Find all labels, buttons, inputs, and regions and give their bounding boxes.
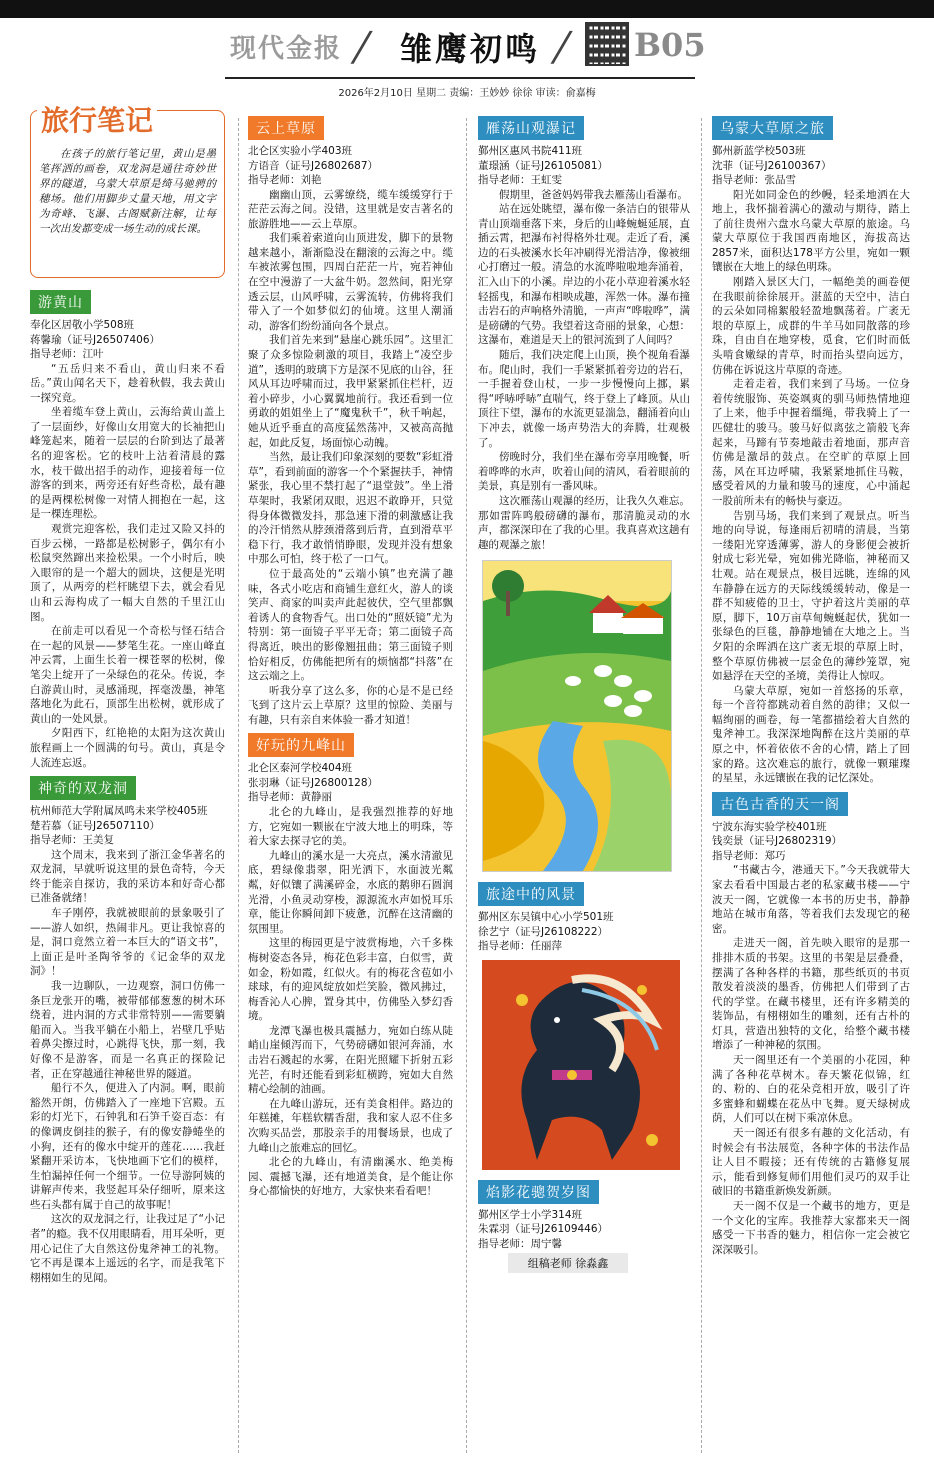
divider-slash: / — [348, 24, 375, 70]
article-author: 朱霖羽（证号J26109446） — [478, 1223, 609, 1236]
paragraph: 随后，我们决定爬上山顶，换个视角看瀑布。爬山时，我们一手紧紧抓着旁边的岩石，一手握着登山杖，一步一步慢慢向上挪，累得“呼哧呼哧”直喘气，终于登上了峰顶。从山顶往下望，瀑布的水流更显湍急，翻涌着向山下冲去，就像一场声势浩大的奔腾，壮观极了。 — [478, 349, 690, 449]
article-author: 沈菲（证号J26100367） — [712, 159, 832, 172]
article-shuanglong — [30, 770, 225, 1285]
article-teacher: 指导老师：王虹雯 — [478, 174, 562, 186]
paragraph: 船行不久，便进入了内洞。啊，眼前豁然开朗，仿佛踏入了一座地下宫殿。五彩的灯光下，石钟乳和石笋千姿百态：有的像调皮倒挂的猴子，有的像安静蜷坐的小狗，还有的像水中绽开的莲花……我赶紧翻开采访本，飞快地画下它们的模样，生怕漏掉任何一个细节。一位导游阿姨的讲解声传来，我竖起耳朵仔细听，原来这些石头都有属于自己的故事呢！ — [30, 1082, 225, 1211]
intro-box — [30, 104, 225, 278]
column-2 — [248, 110, 453, 1199]
article-school: 鄞州区东吴镇中心小学501班 — [478, 911, 614, 924]
editor-credit: 组稿老师 徐淼鑫 — [508, 1253, 628, 1273]
page-number: B05 — [634, 26, 706, 64]
article-teacher: 指导老师：刘艳 — [248, 174, 322, 186]
column-divider — [238, 118, 239, 1453]
article-title: 神奇的双龙洞 — [30, 776, 136, 800]
article-teacher: 指导老师：黄静丽 — [248, 791, 332, 804]
paragraph: 九峰山的溪水是一大亮点，溪水清澈见底，碧绿像翡翠，阳光洒下，水面波光粼粼，好似镶了满溪碎金，水底的鹅卵石圆润光滑，小鱼灵动穿梭，源源流水声如悦耳乐章，能让你瞬间卸下疲惫，沉醉在这清幽的氛围里。 — [248, 849, 453, 935]
column-4 — [712, 110, 910, 1257]
paragraph: 我们乘着索道向山顶进发，脚下的景物越来越小，渐渐隐没在翻滚的云海之中。缆车被浓雾包围，四周白茫茫一片，宛若神仙在空中漫游了一大盆牛奶。忽然间，阳光穿透云层，山风呼啸，云雾流转，仿佛将我们带入了一个如梦似幻的仙境。这里人潮涌动，游客们纷纷涌向各个景点。 — [248, 232, 453, 332]
intro-title: 旅行笔记 — [37, 99, 157, 139]
paragraph: 走着走着，我们来到了马场。一位身着传统服饰、英姿飒爽的驯马师热情地迎了上来，他手中握着缰绳，带我骑上了一匹健壮的骏马。骏马好似离弦之箭般飞奔起来，马蹄有节奏地敲击着地面，那声音仿佛是激昂的鼓点。在空旷的草原上回荡，风在耳边呼啸，我紧紧地抓住马鞍，感受着风的力量和骏马的速度，心中涌起一股前所未有的畅快与豪迈。 — [712, 378, 910, 507]
article-author: 张羽琳（证号J26800128） — [248, 776, 379, 789]
article-wumeng — [712, 110, 910, 786]
article-teacher: 指导老师：周宁馨 — [478, 1237, 562, 1250]
article-title: 好玩的九峰山 — [248, 733, 354, 757]
paragraph: 刚踏入景区大门，一幅绝美的画卷便在我眼前徐徐展开。湛蓝的天空中，洁白的云朵如同棉絮般轻盈地飘荡着。广袤无垠的草原上，成群的牛羊马如同散落的珍珠，自由自在地穿梭，觅食，它们时而低头啃食嫩绿的青草，时而抬头望向远方，仿佛在诉说这片草原的奇迹。 — [712, 276, 910, 376]
article-title: 游黄山 — [30, 290, 91, 314]
paragraph: 乌蒙大草原，宛如一首悠扬的乐章，每一个音符都跳动着自然的韵律；又似一幅绚丽的画卷，每一笔都描绘着大自然的鬼斧神工。我深深地陶醉在这片美丽的草原之中，怀着依依不舍的心情，踏上了回家的路。这次难忘的旅行，就像一颗璀璨的星星，永远镶嵌在我的记忆深处。 — [712, 684, 910, 785]
paragraph: 龙潭飞瀑也极具震撼力，宛如白练从陡峭山崖倾泻而下，气势磅礴如银河奔涌，水击岩石溅起的水雾，在阳光照耀下折射五彩光芒，有时还能看到彩虹横跨，宛如大自然精心绘制的油画。 — [248, 1024, 453, 1096]
article-school: 鄞州区惠风书院411班 — [478, 145, 583, 157]
paragraph: 走进天一阁，首先映入眼帘的是那一排排木质的书架。这里的书架是层叠叠，摆满了各种各样的书籍，那些纸页的书页散发着淡淡的墨香，仿佛把人们带到了古代的学堂。在藏书楼里，还有许多精美的装饰品，有栩栩如生的雕刻，还有古朴的灯具，营造出独特的文化，给整个藏书楼增添了一种神秘的氛围。 — [712, 937, 910, 1052]
section-name: 雏鹰初鸣 — [400, 30, 541, 68]
paragraph: 当然，最让我们印象深刻的要数“彩虹滑草”，看到前面的游客一个个紧握扶手，神情紧张，我心里不禁打起了“退堂鼓”。坐上滑草架时，我紧闭双眼，迟迟不敢睁开，只觉得身体微微发抖，那急速下滑的刺激感让我的冷汗悄然从脖颈滑落到后背，直到滑草平稳下行，我才敢悄悄睁眼，发现并没有想象中那么可怕，终于松了一口气。 — [248, 451, 453, 566]
sheep-painting-image — [482, 560, 672, 872]
article-school: 鄞州新蓝学校503班 — [712, 145, 806, 157]
paragraph: 位于最高处的“云端小镇”也充满了趣味，各式小吃店和商铺生意红火，游人的谈笑声、商家的叫卖声此起彼伏，空气里都飘着诱人的食物香气。出口处的“照妖镜”尤为特别：第一面镜子平平无奇；第二面镜子高得离近，映出的影像翘扭曲；第三面镜子则恰好相反，仿佛能把所有的烦恼都“抖落”在这云端之上。 — [248, 567, 453, 683]
article-teacher: 指导老师：江叶 — [30, 348, 104, 360]
article-school: 宁波东海实验学校401班 — [712, 820, 827, 833]
paragraph: 坐着缆车登上黄山，云海给黄山盖上了一层面纱，好像山女用宽大的长袖把山峰笼起来，随着一层层的台阶到达了最著名的迎客松。它的枝叶上沾着清晨的露水，枝干做出招手的动作，迎接着每一位游客的到来，两旁还有好些奇松，最有趣的是两棵松树像一对情人拥抱在一起，这是一棵连理松。 — [30, 406, 225, 521]
article-author: 徐艺宁（证号J26108222） — [478, 925, 609, 938]
article-author: 方语音（证号J26802687） — [248, 159, 379, 172]
paragraph: 假期里，爸爸妈妈带我去雁荡山看瀑布。 — [499, 188, 688, 201]
article-author: 蒋馨瑜（证号J26507406） — [30, 333, 161, 346]
paragraph: 我们首先来到“悬崖心跳乐园”。这里汇聚了众多惊险刺激的项目，我踏上“凌空步道”，透明的玻璃下方是深不见底的山谷，狂风从耳边呼啸而过，我甲紧紧抓住栏杆，迈着小碎步，小心翼翼地前行。我还看到一位勇敢的姐姐坐上了“魔鬼秋千”，秋千响起，她从近乎垂直的高度猛然荡冲，又被高高抛起，如此反复，场面惊心动魄。 — [248, 334, 453, 449]
article-title: 古色古香的天一阁 — [712, 792, 848, 816]
article-tianyige — [712, 786, 910, 1258]
paragraph: 在前走可以看见一个奇松与怪石结合在一起的风景——梦笔生花。一座山峰直冲云霄，上面生长着一棵苍翠的松树，像笔尖上绽开了一朵绿色的花朵。传说，李白游黄山时，灵感涌现，挥毫泼墨，神笔落地化为此石，顶部生出松树，就形成了黄山的一处风景。 — [30, 625, 225, 725]
dateline: 2026年2月10日 星期二 责编：王妙妙 徐徐 审读：俞嘉梅 — [338, 88, 596, 99]
article-yunshang — [248, 110, 453, 727]
article-title: 焰影花骢贺岁图 — [478, 1180, 599, 1204]
paragraph: 车子刚停，我就被眼前的景象吸引了——游人如织，热闹非凡。更让我惊喜的是，洞口竟然立着一本巨大的“语文书”，上面正是叶圣陶爷爷的《记金华的双龙洞》！ — [30, 907, 225, 978]
article-title: 乌蒙大草原之旅 — [712, 116, 833, 140]
paper-name: 现代金报 — [230, 34, 343, 64]
article-title: 云上草原 — [248, 116, 324, 140]
article-school: 奉化区居敬小学508班 — [30, 319, 135, 331]
paragraph: 北仑的九峰山，有清幽溪水、绝美梅园、震撼飞瀑，还有地道美食，是个能让你身心都愉快的好地方，大家快来看看吧！ — [248, 1156, 453, 1198]
paragraph: 在九峰山游玩，还有美食相伴。路边的年糕摊，年糕软糯香甜，我和家人忍不住多次购买品尝，那股亲手的用餐场景，也成了九峰山之旅难忘的回忆。 — [248, 1097, 453, 1154]
column-divider — [466, 118, 467, 1453]
article-teacher: 指导老师：王美复 — [30, 834, 114, 847]
paragraph: 天一阁还有很多有趣的文化活动，有时候会有书法展览，各种字体的书法作品让人目不暇接；还有传统的古籍修复展示，能看到修复师们用他们灵巧的双手让破旧的书籍重新焕发新颜。 — [712, 1127, 910, 1198]
article-author: 董璟涵（证号J26105081） — [478, 159, 609, 172]
article-title: 雁荡山观瀑记 — [478, 116, 584, 140]
artwork-fengjing — [478, 876, 690, 954]
article-school: 北仑区泰河学校404班 — [248, 762, 353, 775]
intro-text: 在孩子的旅行笔记里，黄山是墨笔挥洒的画卷，双龙洞是通往奇妙世界的隧道，乌蒙大草原是绮马驰骋的穗场。他们用脚步丈量天地，用文字为奇峰、飞瀑、古阁赋新注解，让每一次出发都变成一场生动的成长课。 — [39, 148, 216, 235]
paragraph: 天一阁不仅是一个藏书的地方，更是一个文化的宝库。我推荐大家都来天一阁感受一下书香的魅力，相信你一定会被它深深吸引。 — [712, 1200, 910, 1256]
masthead — [0, 0, 934, 100]
masthead-topbar — [0, 0, 934, 18]
paragraph: 夕阳西下，红艳艳的太阳为这次黄山旅程画上一个圆满的句号。黄山，真是令人流连忘返。 — [30, 727, 225, 769]
paragraph: 听我分享了这么多，你的心是不是已经飞到了这片云上草原？这里的惊险、美丽与有趣，只有亲自来体验一番才知道！ — [248, 684, 453, 726]
paragraph: 天一阁里还有一个美丽的小花园，种满了各种花草树木。春天繁花似锦，红的、粉的、白的花朵竞相开放，吸引了许多蜜蜂和蝴蝶在花丛中飞舞。夏天绿树成荫，人们可以在树下乘凉休息。 — [712, 1054, 910, 1125]
column-divider — [701, 118, 702, 1453]
paragraph: 北仑的九峰山，是我强烈推荐的好地方，它宛如一颗嵌在宁波大地上的明珠，等着大家去探寻它的美。 — [248, 805, 453, 848]
article-school: 杭州师范大学附属凤鸣未来学校405班 — [30, 805, 208, 818]
article-huangshan — [30, 284, 225, 770]
article-school: 鄞州区学士小学314班 — [478, 1208, 583, 1221]
paragraph: “五岳归来不看山，黄山归来不看岳。”黄山闻名天下，趁着秋假，我去黄山一探究竟。 — [30, 362, 225, 404]
article-author: 钱奕景（证号J26802319） — [712, 835, 843, 848]
article-teacher: 指导老师：郑巧 — [712, 849, 786, 862]
article-yandang — [478, 110, 690, 552]
horse-painting-image — [482, 960, 680, 1170]
qr-code-icon[interactable] — [585, 22, 629, 66]
paragraph: 观赏完迎客松，我们走过又险又抖的百步云梯，一路都是松树影子，偶尔有小松鼠突然蹿出来捡松果。一个小时后，映入眼帘的是一个超大的圆块，这便是光明顶了，从两旁的栏杆眺望下去，就会看见山和云海构成了一幅大自然的千里江山图。 — [30, 523, 225, 623]
article-teacher: 指导老师：张品雪 — [712, 174, 796, 186]
paragraph: 这次雁荡山观瀑的经历，让我久久难忘。那如雷阵鸣般磅礴的瀑布，那清脆灵动的水声，都深深印在了我的心里。我真喜欢这趟有趣的观瀑之旅！ — [478, 494, 690, 551]
paragraph: 阳光如同金色的纱幔，轻柔地洒在大地上，我怀揣着满心的激动与期待，踏上了前往贵州六盘水乌蒙大草原的旅途。乌蒙大草原位于我国西南地区，海拔高达2857米，面积达178平方公里，宛如一颗镶嵌在大地上的绿色明珠。 — [712, 188, 910, 274]
paragraph: 这里的梅园更是宁波赏梅地，六千多株梅树姿态各异，梅花色彩丰富，白似雪，黄如金，粉如霞，红似火。有的梅花含苞如小球球，有的迎风绽放如烂笑脸，微风拂过，梅香沁人心脾，置身其中，仿佛坠入梦幻香境。 — [248, 937, 453, 1023]
divider-slash: / — [548, 24, 575, 70]
paragraph: 傍晚时分，我们坐在瀑布旁享用晚餐，听着哗哗的水声，吹着山间的清风，看着眼前的美景，真是别有一番风味。 — [478, 451, 690, 493]
article-school: 北仑区实验小学403班 — [248, 145, 353, 157]
column-3 — [478, 110, 690, 1273]
artwork-yanyu — [478, 1174, 690, 1252]
column-1 — [30, 104, 225, 1285]
paragraph: 这次的双龙洞之行，让我过足了“小记者”的瘾。我不仅用眼睛看，用耳朵听，更用心记住了大自然这份鬼斧神工的礼物。它不再是课本上遥远的名字，而是我笔下栩栩如生的见闻。 — [30, 1213, 225, 1284]
paragraph: 幽幽山顶，云雾缭绕，缆车缓缓穿行于茫茫云海之间。没错，这里就是安吉著名的旅游胜地——云上草原。 — [248, 188, 453, 230]
article-title: 旅途中的风景 — [478, 882, 584, 906]
article-jiufeng — [248, 727, 453, 1199]
article-teacher: 指导老师：任丽萍 — [478, 940, 562, 953]
paragraph: 这个周末，我来到了浙江金华著名的双龙洞，早就听说这里的景色奇特，今天终于能亲自探访，我的采访本和好奇心都已准备就绪！ — [30, 848, 225, 905]
paragraph: 告别马场，我们来到了观景点。听当地的向导说，每逢雨后初晴的清晨，当第一缕阳光穿透薄雾，游人的身影便会被折射成七彩光晕，宛如佛光降临，神秘而又壮观。站在观景点，极目远眺，连绵的风车静静在远方的天际线缓缓转动，像是一群不知疲倦的卫士，守护着这片美丽的草原，脚下，10万亩草甸蜿蜒起伏，犹如一张绿色的巨毯，静静地铺在大地之上。当夕阳的余晖洒在这广袤无垠的草原上时，整个草原仿佛被一层金色的薄纱笼罩，宛如悬浮在天空的圣境，美得让人惊叹。 — [712, 509, 910, 683]
article-author: 楚若慕（证号J26507110） — [30, 819, 161, 832]
paragraph: 站在远处眺望，瀑布像一条洁白的银带从青山顶端垂落下来，身后的山峰蜿蜒延展，直插云霄，把瀑布衬得格外壮观。走近了看，溪边的石头被溪水长年冲刷得光滑洁净，像被细心打磨过一般。清急的水流哗啦啦地奔涌着，汇入山下的小溪。岸边的小花小草迎着溪水轻轻摇曳，和瀑布相映成趣，浑然一体。瀑布撞击岩石的声响格外清脆，一声声“哗啦哗”，满是磅礴的气势。我望着这奇丽的景象，心想：这瀑布，难道是天上的银河流到了人间吗？ — [478, 203, 690, 347]
paragraph: 我一边聊队，一边观察，洞口仿佛一条巨龙张开的嘴，被带郁郁葱葱的树木环绕着，进内洞的方式非常特别——需要躺船而入。当我平躺在小船上，岩壁几乎贴着鼻尖擦过时，心跳得飞快，那一刻，我好像不是游客，而是一名真正的探险记者，正在穿越通往神秘世界的隧道。 — [30, 979, 225, 1080]
header-rule — [225, 77, 695, 79]
paragraph: “书藏古今，港通天下。”今天我就带大家去看看中国最古老的私家藏书楼——宁波天一阁，它就像一本书的历史书，静静地站在城市角落，等着我们去发现它的秘密。 — [712, 864, 910, 935]
